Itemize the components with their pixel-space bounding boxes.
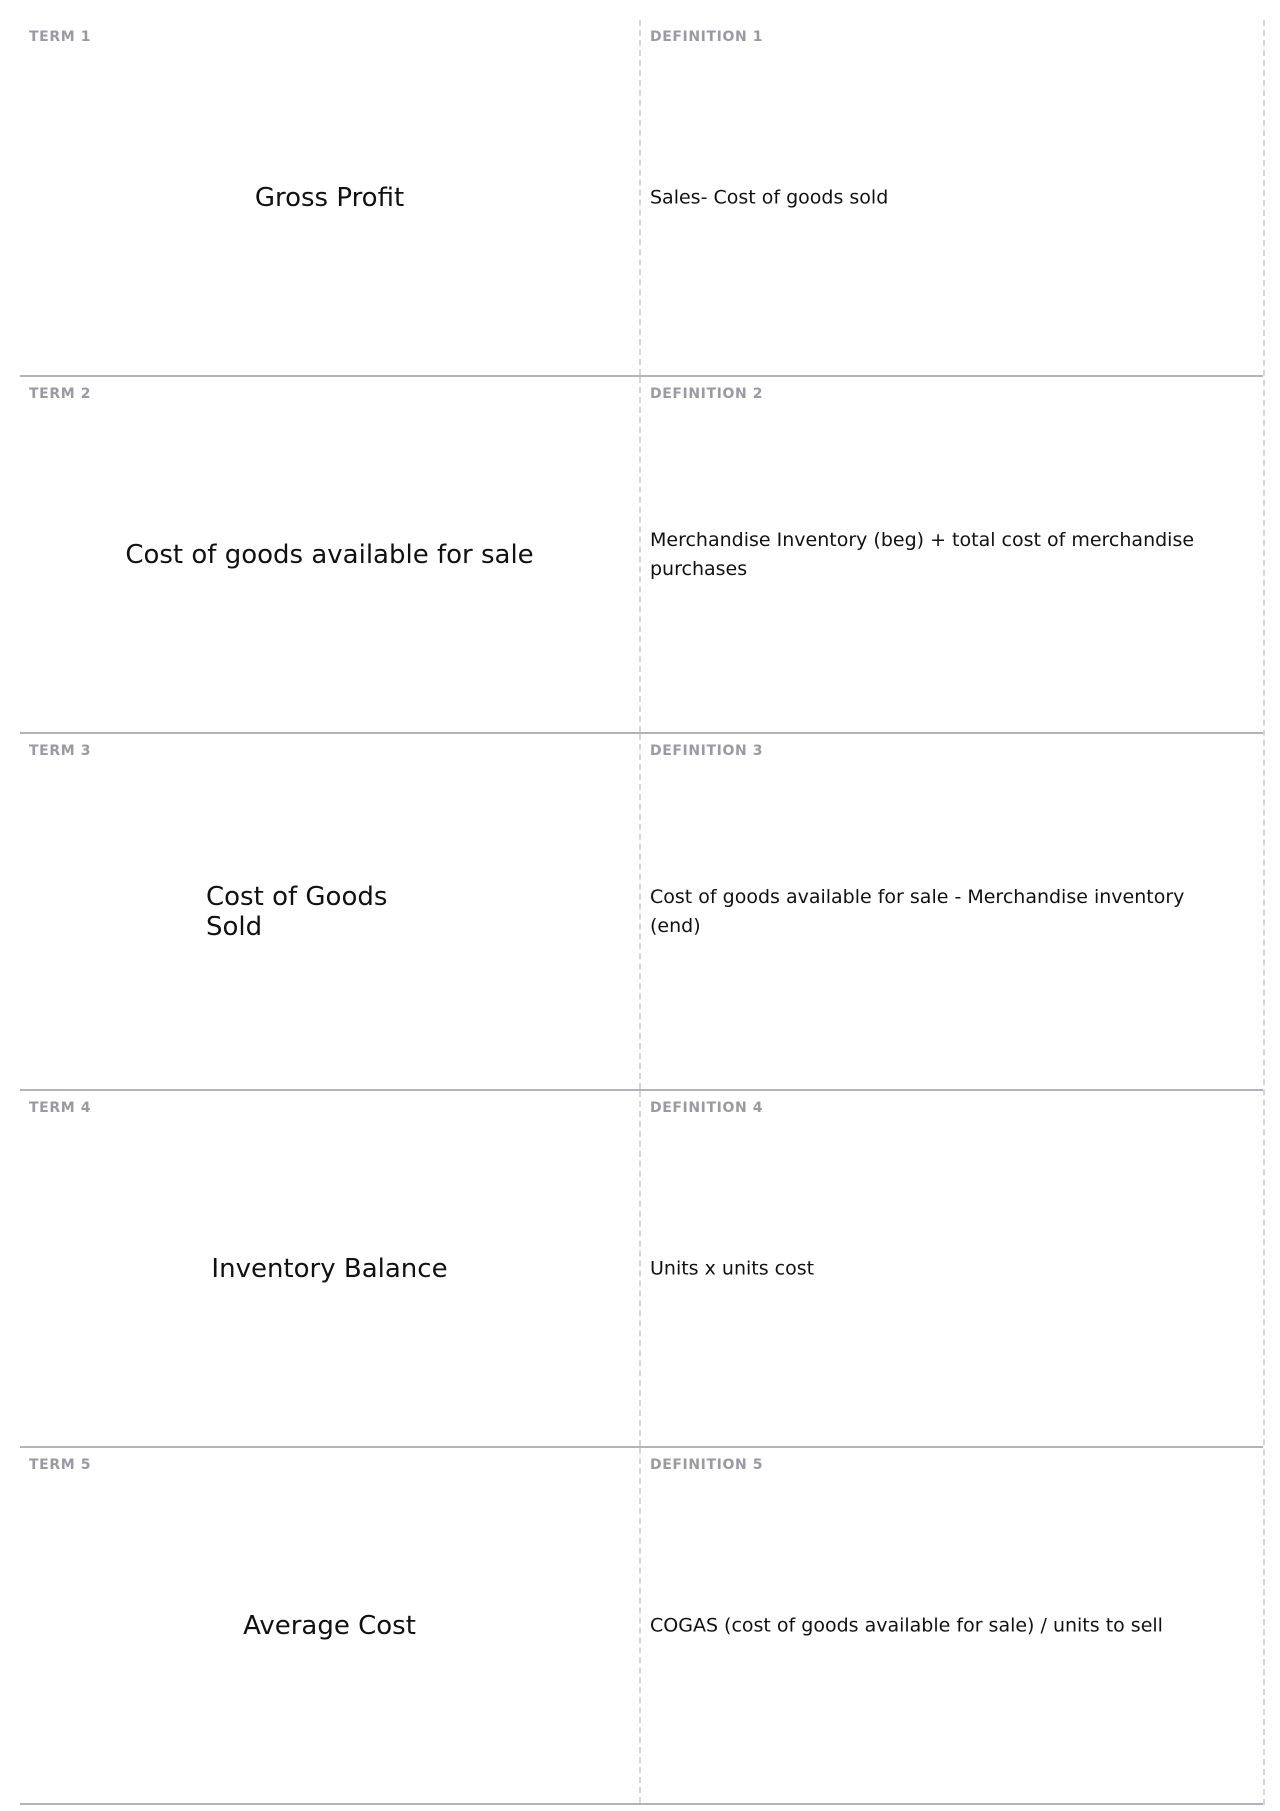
definition-cell bbox=[641, 1448, 1263, 1803]
term-cell bbox=[20, 377, 641, 732]
definition-text: Sales- Cost of goods sold bbox=[650, 186, 889, 208]
definition-text: COGAS (cost of goods available for sale) / units to sell bbox=[650, 1614, 1163, 1636]
term-label: TERM 2 bbox=[29, 386, 92, 402]
flashcard-row bbox=[20, 1448, 1263, 1805]
term-text: Inventory Balance bbox=[211, 1253, 448, 1284]
definition-cell bbox=[641, 1091, 1263, 1446]
definition-label: DEFINITION 4 bbox=[650, 1100, 764, 1116]
definition-label: DEFINITION 2 bbox=[650, 386, 764, 402]
definition-cell bbox=[641, 734, 1263, 1089]
flashcard-row bbox=[20, 20, 1263, 377]
flashcard-row bbox=[20, 377, 1263, 734]
term-text: Cost of Goods Sold bbox=[206, 881, 388, 942]
term-cell bbox=[20, 20, 641, 375]
definition-label: DEFINITION 5 bbox=[650, 1457, 764, 1473]
term-text: Average Cost bbox=[243, 1610, 416, 1641]
flashcard-row bbox=[20, 734, 1263, 1091]
definition-text: Merchandise Inventory (beg) + total cost of merchandise purchases bbox=[650, 528, 1195, 580]
term-label: TERM 3 bbox=[29, 743, 92, 759]
term-cell bbox=[20, 734, 641, 1089]
term-cell bbox=[20, 1091, 641, 1446]
definition-text: Cost of goods available for sale - Merchandise inventory (end) bbox=[650, 885, 1185, 937]
term-label: TERM 1 bbox=[29, 29, 92, 45]
term-text: Cost of goods available for sale bbox=[125, 539, 534, 570]
term-label: TERM 4 bbox=[29, 1100, 92, 1116]
definition-label: DEFINITION 3 bbox=[650, 743, 764, 759]
flashcard-row bbox=[20, 1091, 1263, 1448]
definition-label: DEFINITION 1 bbox=[650, 29, 764, 45]
definition-text: Units x units cost bbox=[650, 1257, 815, 1279]
definition-cell bbox=[641, 377, 1263, 732]
term-cell bbox=[20, 1448, 641, 1803]
flashcard-sheet bbox=[20, 20, 1265, 1805]
term-label: TERM 5 bbox=[29, 1457, 92, 1473]
term-text: Gross Profit bbox=[254, 182, 405, 213]
definition-cell bbox=[641, 20, 1263, 375]
